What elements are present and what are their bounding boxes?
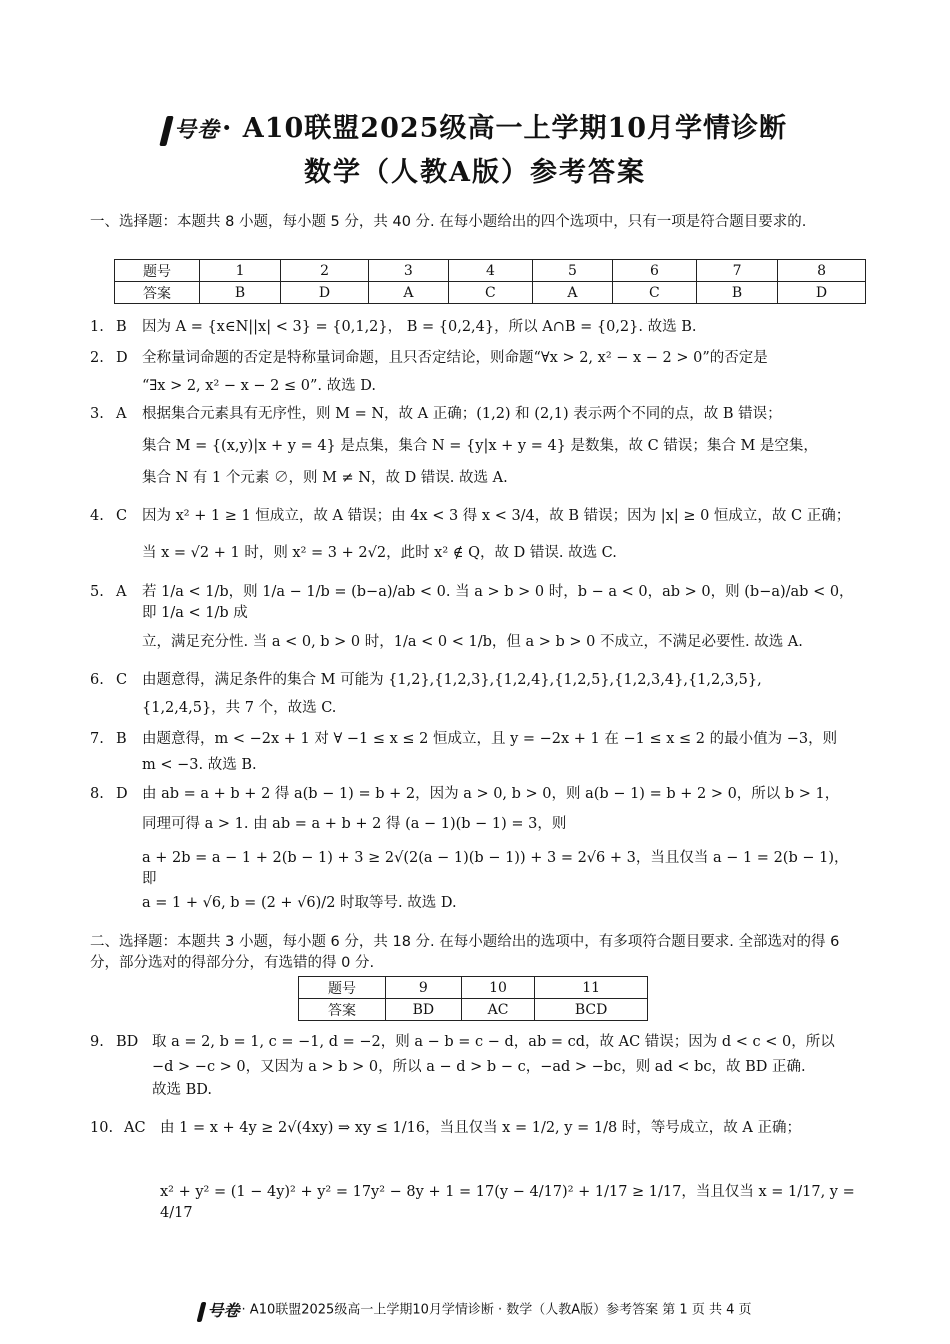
table-cell: A	[368, 282, 448, 304]
table-cell: A	[532, 282, 612, 304]
item-explanation	[142, 784, 860, 914]
item-number: 8.	[90, 786, 104, 802]
item-explanation	[142, 670, 860, 719]
document-title	[0, 106, 950, 146]
brush-stroke-icon	[196, 1302, 206, 1322]
brush-stroke-icon	[159, 116, 173, 146]
table-cell: BCD	[535, 999, 648, 1021]
brand-logo	[163, 113, 220, 146]
table-cell: C	[448, 282, 532, 304]
table-cell: C	[612, 282, 696, 304]
footer-logo	[199, 1298, 240, 1322]
table-cell: D	[281, 282, 369, 304]
item-explanation	[142, 729, 860, 776]
explanation-line: m < −3. 故选 B.	[142, 757, 257, 773]
table-cell: B	[200, 282, 281, 304]
page-footer	[0, 1298, 950, 1322]
explanation-line: 因为 x² + 1 ≥ 1 恒成立，故 A 错误；由 4x < 3 得 x < 3/4，故 B 错误；因为 |x| ≥ 0 恒成立，故 C 正确；	[142, 508, 851, 524]
explanation-line: −d > −c > 0，又因为 a > b > 0，所以 a − d > b − c，−ad > −bc，则 ad < bc，故 BD 正确.	[152, 1059, 806, 1075]
item-number: 7.	[90, 731, 104, 747]
item-answer: BD	[116, 1034, 139, 1050]
answer-table-1	[114, 259, 866, 304]
item-explanation	[142, 404, 860, 489]
explanation-line: 由题意得，满足条件的集合 M 可能为 {1,2},{1,2,3},{1,2,4},{1,2,5},{1,2,3,4},{1,2,3,5},	[142, 672, 762, 688]
explanation-line: 全称量词命题的否定是特称量词命题，且只否定结论，则命题“∀x > 2, x² − x − 2 > 0”的否定是	[142, 350, 768, 366]
section-1-intro: 一、选择题：本题共 8 小题，每小题 5 分，共 40 分. 在每小题给出的四个选项中，只有一项是符合题目要求的.	[90, 214, 807, 230]
table-row-answers	[115, 282, 866, 304]
item-number: 6.	[90, 672, 104, 688]
item-number: 2.	[90, 350, 104, 366]
table-cell: B	[696, 282, 777, 304]
item-number: 10.	[90, 1120, 114, 1136]
row-header: 题号	[115, 260, 200, 282]
table-cell: D	[778, 282, 866, 304]
item-answer: B	[116, 319, 127, 335]
table-row-answers	[299, 999, 648, 1021]
item-number: 1.	[90, 319, 104, 335]
explanation-line: 由 1 = x + 4y ≥ 2√(4xy) ⇒ xy ≤ 1/16，当且仅当 x = 1/2, y = 1/8 时，等号成立，故 A 正确；	[160, 1120, 801, 1136]
item-answer: C	[116, 508, 128, 524]
explanation-line: 集合 M = {(x,y)|x + y = 4} 是点集，集合 N = {y|x + y = 4} 是数集，故 C 错误；集合 M 是空集，	[142, 438, 818, 454]
table-cell: 4	[448, 260, 532, 282]
logo-text: 号卷	[173, 117, 220, 143]
explanation-line: 同理可得 a > 1. 由 ab = a + b + 2 得 (a − 1)(b − 1) = 3，则	[142, 816, 567, 832]
item-number: 5.	[90, 584, 104, 600]
explanation-line: 由 ab = a + b + 2 得 a(b − 1) = b + 2，因为 a > 0, b > 0，则 a(b − 1) = b + 2 > 0，所以 b > 1，	[142, 786, 840, 802]
table-cell: 9	[386, 977, 462, 999]
table-row-numbers	[299, 977, 648, 999]
row-header: 答案	[299, 999, 386, 1021]
explanation-line: a = 1 + √6, b = (2 + √6)/2 时取等号. 故选 D.	[142, 895, 457, 911]
row-header: 答案	[115, 282, 200, 304]
item-explanation	[152, 1032, 860, 1101]
item-answer: AC	[124, 1120, 146, 1136]
answer-table-2	[298, 976, 648, 1021]
explanation-line: {1,2,4,5}，共 7 个，故选 C.	[142, 700, 337, 716]
item-answer: D	[116, 786, 128, 802]
item-answer: A	[116, 584, 127, 600]
table-cell: 8	[778, 260, 866, 282]
table-row-numbers	[115, 260, 866, 282]
table-cell: 5	[532, 260, 612, 282]
item-number: 3.	[90, 406, 104, 422]
item-number: 4.	[90, 508, 104, 524]
item-answer: C	[116, 672, 128, 688]
footer-text: · A10联盟2025级高一上学期10月学情诊断 · 数学（人教A版）参考答案 第 1 页 共 4 页	[241, 1302, 752, 1318]
footer-logo-text: 号卷	[207, 1301, 240, 1320]
item-number: 9.	[90, 1034, 104, 1050]
table-cell: BD	[386, 999, 462, 1021]
table-cell: 6	[612, 260, 696, 282]
explanation-line: 因为 A = {x∈N||x| < 3} = {0,1,2}， B = {0,2,4}，所以 A∩B = {0,2}. 故选 B.	[142, 319, 697, 335]
table-cell: 11	[535, 977, 648, 999]
item-answer: B	[116, 731, 127, 747]
explanation-line: 集合 N 有 1 个元素 ∅，则 M ≠ N，故 D 错误. 故选 A.	[142, 470, 508, 486]
item-explanation	[160, 1118, 860, 1224]
explanation-line: a + 2b = a − 1 + 2(b − 1) + 3 ≥ 2√(2(a − 1)(b − 1)) + 3 = 2√6 + 3，当且仅当 a − 1 = 2(b − 1)，即	[142, 850, 849, 887]
table-cell: 3	[368, 260, 448, 282]
explanation-line: x² + y² = (1 − 4y)² + y² = 17y² − 8y + 1 = 17(y − 4/17)² + 1/17 ≥ 1/17，当且仅当 x = 1/17, y = 4/17	[160, 1184, 855, 1221]
table-cell: AC	[461, 999, 534, 1021]
explanation-line: 当 x = √2 + 1 时，则 x² = 3 + 2√2，此时 x² ∉ Q，故 D 错误. 故选 C.	[142, 545, 617, 561]
explanation-line: 若 1/a < 1/b，则 1/a − 1/b = (b−a)/ab < 0. 当 a > b > 0 时，b − a < 0，ab > 0，则 (b−a)/ab < 0，即 1/a < 1/b 成	[142, 584, 854, 621]
explanation-line: 取 a = 2, b = 1, c = −1, d = −2，则 a − b = c − d，ab = cd，故 AC 错误；因为 d < c < 0，所以	[152, 1034, 835, 1050]
item-explanation	[142, 317, 860, 338]
table-cell: 1	[200, 260, 281, 282]
explanation-line: “∃x > 2, x² − x − 2 ≤ 0”. 故选 D.	[142, 378, 376, 394]
table-cell: 7	[696, 260, 777, 282]
item-answer: D	[116, 350, 128, 366]
table-cell: 2	[281, 260, 369, 282]
table-cell: 10	[461, 977, 534, 999]
explanation-line: 根据集合元素具有无序性，则 M = N，故 A 正确；(1,2) 和 (2,1) 表示两个不同的点，故 B 错误；	[142, 406, 782, 422]
row-header: 题号	[299, 977, 386, 999]
explanation-line: 立，满足充分性. 当 a < 0, b > 0 时，1/a < 0 < 1/b，但 a > b > 0 不成立，不满足必要性. 故选 A.	[142, 634, 803, 650]
item-explanation	[142, 582, 860, 653]
item-explanation	[142, 506, 860, 564]
explanation-line: 由题意得，m < −2x + 1 对 ∀ −1 ≤ x ≤ 2 恒成立，且 y = −2x + 1 在 −1 ≤ x ≤ 2 的最小值为 −3，则	[142, 731, 838, 747]
document-subtitle: 数学（人教A版）参考答案	[304, 157, 646, 188]
explanation-line: 故选 BD.	[152, 1082, 212, 1098]
item-answer: A	[116, 406, 127, 422]
section-2-intro: 二、选择题：本题共 3 小题，每小题 6 分，共 18 分. 在每小题给出的选项中，有多项符合题目要求. 全部选对的得 6 分，部分选对的得部分分，有选错的得 0 分.	[90, 934, 840, 971]
title-line-1: · A10联盟2025级高一上学期10月学情诊断	[221, 113, 788, 144]
item-explanation	[142, 348, 860, 397]
